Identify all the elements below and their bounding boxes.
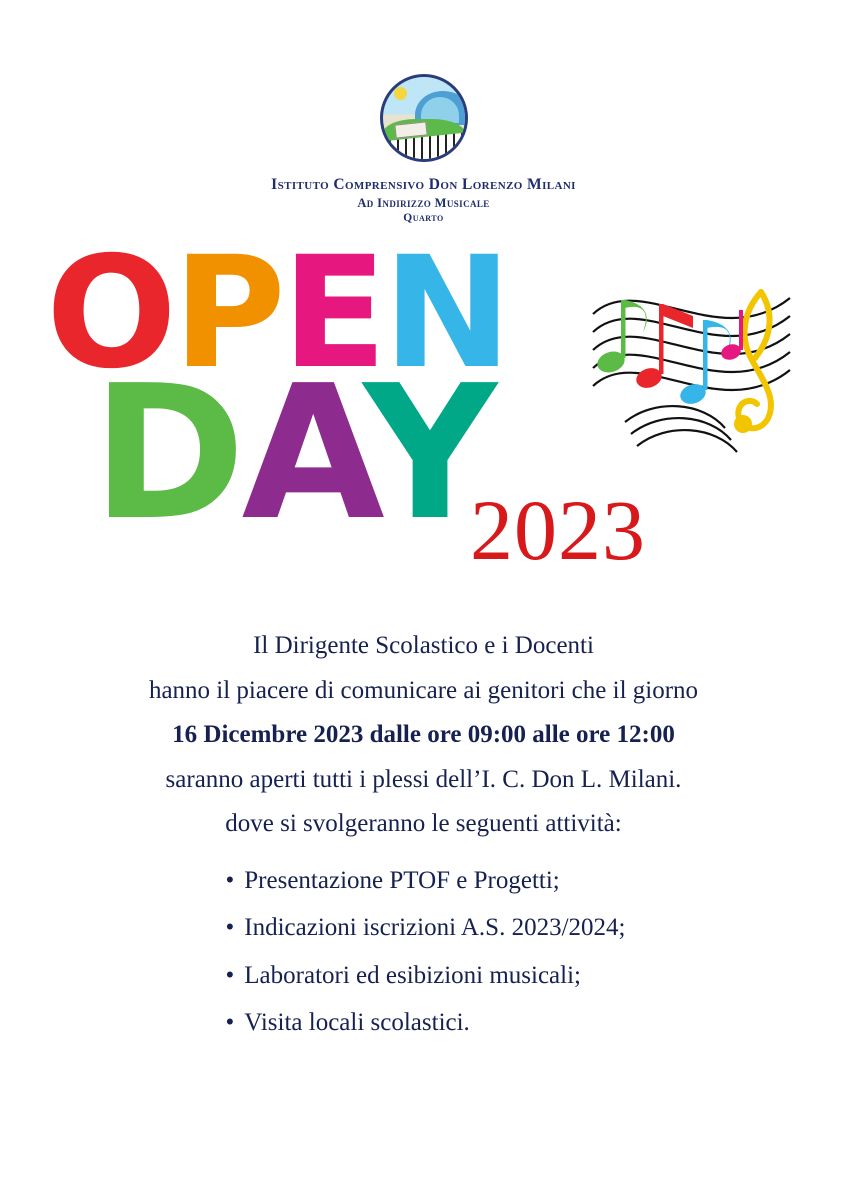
list-item [222, 952, 626, 1000]
text-line-2: hanno il piacere di comunicare ai genitori che il giorno [148, 676, 699, 704]
school-name: Istituto Comprensivo Don Lorenzo Milani [271, 176, 576, 193]
announcement-text [0, 624, 847, 1047]
letter-o: O [46, 224, 173, 403]
letter-y: Y [363, 345, 494, 562]
list-item-label: Presentazione PTOF e Progetti; [244, 866, 560, 894]
year-2023: 2023 [470, 482, 646, 578]
list-item [222, 857, 626, 905]
list-item-label: Indicazioni iscrizioni A.S. 2023/2024; [244, 914, 626, 941]
music-notes-icon [585, 252, 805, 472]
letter-n: N [383, 224, 508, 403]
school-subtitle: Ad Indirizzo Musicale [357, 196, 490, 210]
school-crest-icon [380, 74, 468, 162]
bullet-icon: • [225, 914, 235, 941]
bullet-icon: • [225, 961, 235, 989]
text-line-1: Il Dirigente Scolastico e i Docenti [253, 632, 594, 659]
bullet-icon: • [225, 1009, 235, 1036]
list-item-label: Visita locali scolastici. [244, 1009, 470, 1036]
hero-artwork [0, 224, 847, 602]
text-line-4: saranno aperti tutti i plessi dell’I. C. Don L. Milani. [165, 765, 682, 793]
sun-icon [394, 87, 407, 100]
event-datetime: 16 Dicembre 2023 dalle ore 09:00 alle ore 12:00 [172, 721, 675, 748]
list-item-label: Laboratori ed esibizioni musicali; [244, 961, 581, 989]
letter-p: P [172, 224, 282, 403]
letter-e: E [281, 224, 383, 403]
school-city: Quarto [403, 212, 444, 224]
list-item [222, 904, 626, 952]
letter-a: A [241, 345, 364, 562]
document-header [0, 0, 847, 224]
list-item [222, 999, 626, 1047]
letter-d: D [92, 345, 242, 562]
bullet-icon: • [225, 866, 235, 894]
activities-list [222, 857, 626, 1047]
activities-list-wrapper [0, 847, 847, 1047]
text-line-5: dove si svolgeranno le seguenti attività: [225, 810, 622, 837]
